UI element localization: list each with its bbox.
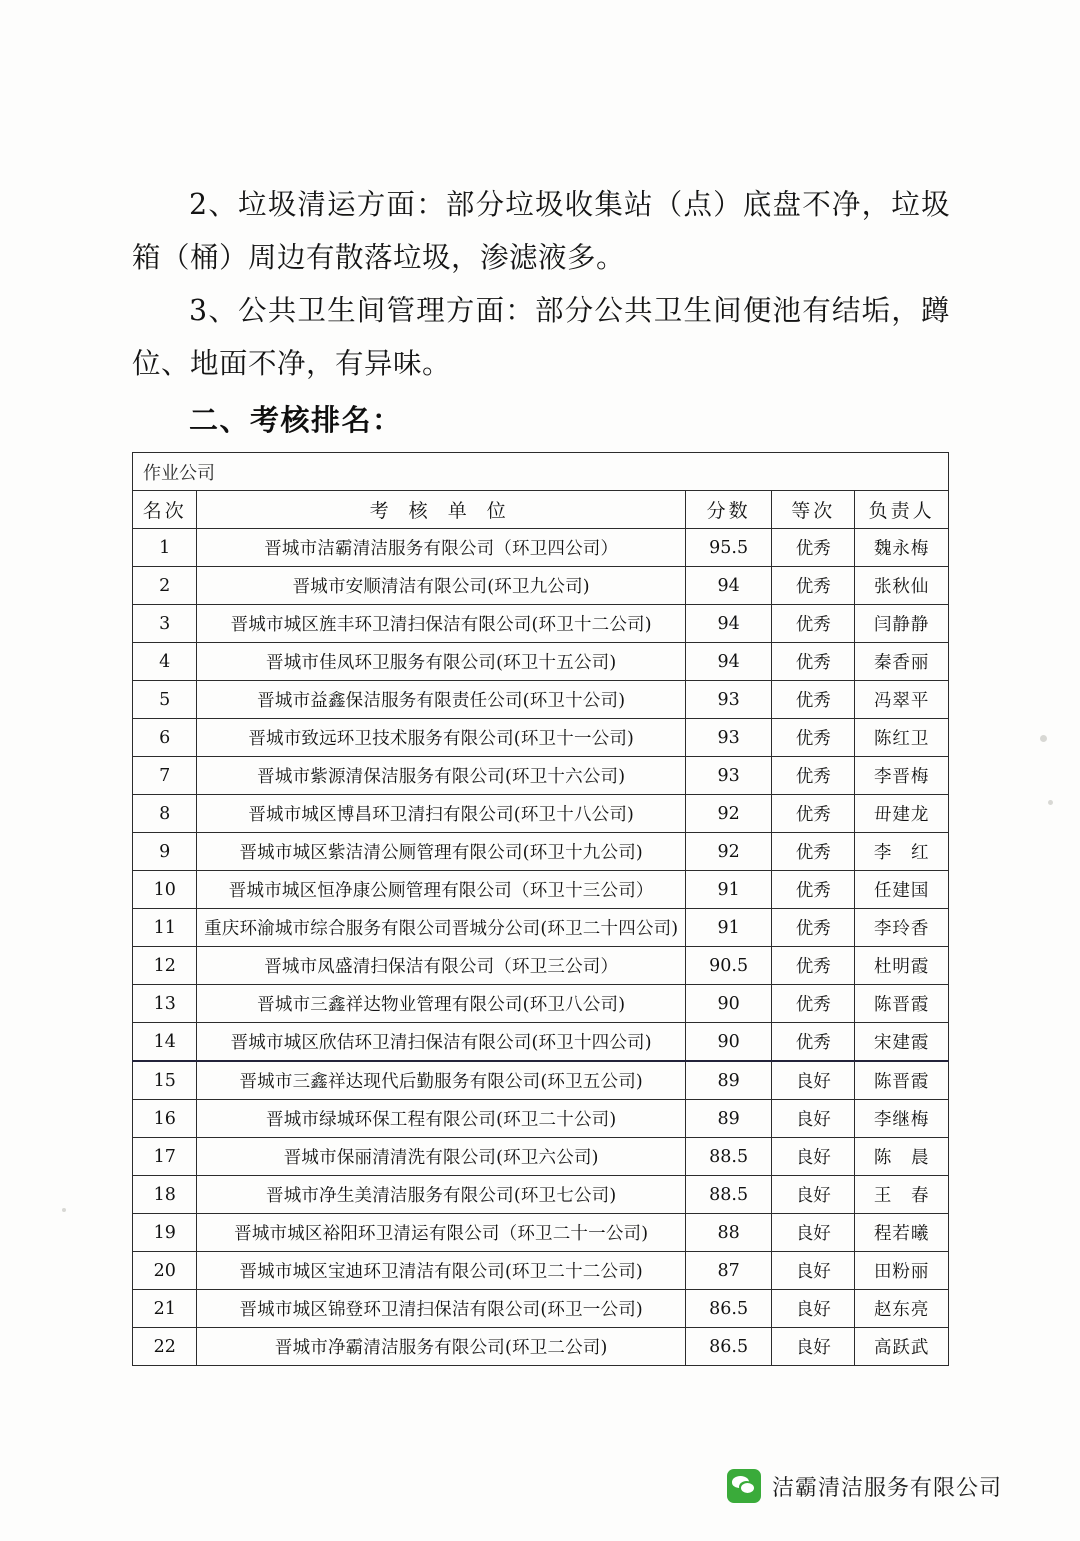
header-rank: 名次 <box>133 491 197 529</box>
cell-rank: 14 <box>133 1023 197 1062</box>
table-row <box>133 1252 949 1290</box>
cell-score: 86.5 <box>685 1290 771 1328</box>
cell-rank: 5 <box>133 681 197 719</box>
cell-rank: 17 <box>133 1138 197 1176</box>
cell-person: 高跃武 <box>855 1328 949 1366</box>
cell-person: 陈晋霞 <box>855 1061 949 1100</box>
cell-grade: 良好 <box>772 1328 855 1366</box>
table-row <box>133 795 949 833</box>
cell-score: 89 <box>685 1100 771 1138</box>
cell-person: 冯翠平 <box>855 681 949 719</box>
cell-rank: 8 <box>133 795 197 833</box>
cell-grade: 优秀 <box>772 1023 855 1062</box>
cell-grade: 优秀 <box>772 985 855 1023</box>
wechat-icon <box>727 1469 761 1503</box>
cell-person: 秦香丽 <box>855 643 949 681</box>
cell-unit: 晋城市佳凤环卫服务有限公司(环卫十五公司) <box>197 643 686 681</box>
table-row <box>133 1061 949 1100</box>
table-row <box>133 833 949 871</box>
cell-score: 94 <box>685 567 771 605</box>
cell-unit: 晋城市城区紫洁清公厕管理有限公司(环卫十九公司) <box>197 833 686 871</box>
header-score: 分数 <box>685 491 771 529</box>
cell-score: 91 <box>685 909 771 947</box>
table-row <box>133 871 949 909</box>
wechat-attribution <box>727 1469 1002 1503</box>
cell-unit: 晋城市紫源清保洁服务有限公司(环卫十六公司) <box>197 757 686 795</box>
cell-score: 90 <box>685 985 771 1023</box>
cell-rank: 7 <box>133 757 197 795</box>
cell-score: 88.5 <box>685 1176 771 1214</box>
cell-person: 赵东亮 <box>855 1290 949 1328</box>
cell-person: 闫静静 <box>855 605 949 643</box>
cell-person: 李 红 <box>855 833 949 871</box>
cell-person: 王 春 <box>855 1176 949 1214</box>
cell-person: 魏永梅 <box>855 529 949 567</box>
cell-rank: 6 <box>133 719 197 757</box>
cell-unit: 晋城市保丽清清洗有限公司(环卫六公司) <box>197 1138 686 1176</box>
cell-rank: 4 <box>133 643 197 681</box>
table-header-row <box>133 491 949 529</box>
table-row <box>133 1328 949 1366</box>
header-person: 负责人 <box>855 491 949 529</box>
cell-rank: 12 <box>133 947 197 985</box>
cell-grade: 良好 <box>772 1100 855 1138</box>
cell-person: 张秋仙 <box>855 567 949 605</box>
cell-score: 89 <box>685 1061 771 1100</box>
cell-score: 90 <box>685 1023 771 1062</box>
cell-grade: 优秀 <box>772 909 855 947</box>
cell-score: 93 <box>685 681 771 719</box>
cell-unit: 晋城市洁霸清洁服务有限公司（环卫四公司） <box>197 529 686 567</box>
table-row <box>133 1176 949 1214</box>
cell-grade: 优秀 <box>772 643 855 681</box>
table-row <box>133 605 949 643</box>
cell-score: 95.5 <box>685 529 771 567</box>
cell-unit: 晋城市城区宝迪环卫清洁有限公司(环卫二十二公司) <box>197 1252 686 1290</box>
cell-person: 李继梅 <box>855 1100 949 1138</box>
header-unit: 考 核 单 位 <box>197 491 686 529</box>
cell-grade: 良好 <box>772 1290 855 1328</box>
cell-rank: 11 <box>133 909 197 947</box>
cell-grade: 良好 <box>772 1138 855 1176</box>
cell-grade: 良好 <box>772 1214 855 1252</box>
cell-person: 陈 晨 <box>855 1138 949 1176</box>
cell-grade: 优秀 <box>772 947 855 985</box>
table-row <box>133 947 949 985</box>
section-heading-ranking: 二、考核排名： <box>189 403 403 437</box>
cell-unit: 晋城市城区锦登环卫清扫保洁有限公司(环卫一公司) <box>197 1290 686 1328</box>
cell-person: 毌建龙 <box>855 795 949 833</box>
ranking-table <box>132 452 949 1366</box>
cell-score: 88 <box>685 1214 771 1252</box>
cell-score: 87 <box>685 1252 771 1290</box>
cell-unit: 晋城市三鑫祥达物业管理有限公司(环卫八公司) <box>197 985 686 1023</box>
table-caption-row <box>133 453 949 491</box>
cell-rank: 21 <box>133 1290 197 1328</box>
table-row <box>133 985 949 1023</box>
cell-score: 91 <box>685 871 771 909</box>
cell-person: 杜明霞 <box>855 947 949 985</box>
cell-unit: 晋城市致远环卫技术服务有限公司(环卫十一公司) <box>197 719 686 757</box>
cell-rank: 15 <box>133 1061 197 1100</box>
cell-unit: 晋城市城区旌丰环卫清扫保洁有限公司(环卫十二公司) <box>197 605 686 643</box>
cell-score: 94 <box>685 643 771 681</box>
scan-speck <box>62 1208 66 1212</box>
cell-score: 88.5 <box>685 1138 771 1176</box>
cell-grade: 良好 <box>772 1176 855 1214</box>
cell-grade: 优秀 <box>772 795 855 833</box>
cell-grade: 优秀 <box>772 605 855 643</box>
cell-score: 86.5 <box>685 1328 771 1366</box>
table-row <box>133 681 949 719</box>
table-row <box>133 1214 949 1252</box>
table-row <box>133 1100 949 1138</box>
cell-person: 田粉丽 <box>855 1252 949 1290</box>
cell-grade: 优秀 <box>772 529 855 567</box>
page-footer <box>0 1443 1080 1513</box>
cell-score: 92 <box>685 833 771 871</box>
cell-unit: 晋城市绿城环保工程有限公司(环卫二十公司) <box>197 1100 686 1138</box>
table-row <box>133 567 949 605</box>
cell-unit: 晋城市净霸清洁服务有限公司(环卫二公司) <box>197 1328 686 1366</box>
cell-unit: 晋城市城区恒净康公厕管理有限公司（环卫十三公司） <box>197 871 686 909</box>
cell-person: 李玲香 <box>855 909 949 947</box>
cell-rank: 1 <box>133 529 197 567</box>
cell-score: 93 <box>685 757 771 795</box>
cell-rank: 2 <box>133 567 197 605</box>
cell-grade: 优秀 <box>772 871 855 909</box>
cell-rank: 10 <box>133 871 197 909</box>
cell-grade: 优秀 <box>772 757 855 795</box>
cell-score: 93 <box>685 719 771 757</box>
table-row <box>133 1138 949 1176</box>
cell-grade: 优秀 <box>772 719 855 757</box>
cell-score: 94 <box>685 605 771 643</box>
scan-speck <box>1040 735 1047 742</box>
cell-rank: 22 <box>133 1328 197 1366</box>
cell-grade: 优秀 <box>772 833 855 871</box>
cell-grade: 优秀 <box>772 681 855 719</box>
cell-grade: 优秀 <box>772 567 855 605</box>
cell-grade: 良好 <box>772 1061 855 1100</box>
document-body <box>132 178 950 447</box>
cell-rank: 18 <box>133 1176 197 1214</box>
cell-unit: 晋城市城区裕阳环卫清运有限公司（环卫二十一公司) <box>197 1214 686 1252</box>
table-row <box>133 529 949 567</box>
cell-person: 宋建霞 <box>855 1023 949 1062</box>
table-row <box>133 719 949 757</box>
paragraph-2: 2、垃圾清运方面：部分垃圾收集站（点）底盘不净，垃圾箱（桶）周边有散落垃圾，渗滤液多。 <box>132 188 950 274</box>
cell-rank: 13 <box>133 985 197 1023</box>
cell-rank: 19 <box>133 1214 197 1252</box>
table-caption: 作业公司 <box>133 453 949 491</box>
cell-unit: 晋城市净生美清洁服务有限公司(环卫七公司) <box>197 1176 686 1214</box>
cell-unit: 晋城市益鑫保洁服务有限责任公司(环卫十公司) <box>197 681 686 719</box>
table-row <box>133 643 949 681</box>
cell-rank: 16 <box>133 1100 197 1138</box>
cell-person: 程若曦 <box>855 1214 949 1252</box>
table-row <box>133 1023 949 1062</box>
cell-unit: 晋城市城区欣佶环卫清扫保洁有限公司(环卫十四公司) <box>197 1023 686 1062</box>
scan-speck <box>1048 800 1053 805</box>
wechat-account-name: 洁霸清洁服务有限公司 <box>771 1475 1002 1501</box>
cell-unit: 晋城市凤盛清扫保洁有限公司（环卫三公司） <box>197 947 686 985</box>
cell-person: 李晋梅 <box>855 757 949 795</box>
cell-unit: 重庆环渝城市综合服务有限公司晋城分公司(环卫二十四公司) <box>197 909 686 947</box>
cell-unit: 晋城市三鑫祥达现代后勤服务有限公司(环卫五公司) <box>197 1061 686 1100</box>
paragraph-3: 3、公共卫生间管理方面：部分公共卫生间便池有结垢，蹲位、地面不净，有异味。 <box>132 294 950 380</box>
table-row <box>133 757 949 795</box>
cell-unit: 晋城市城区博昌环卫清扫有限公司(环卫十八公司) <box>197 795 686 833</box>
cell-grade: 良好 <box>772 1252 855 1290</box>
cell-rank: 20 <box>133 1252 197 1290</box>
table-row <box>133 1290 949 1328</box>
cell-score: 92 <box>685 795 771 833</box>
header-grade: 等次 <box>772 491 855 529</box>
cell-person: 陈晋霞 <box>855 985 949 1023</box>
cell-person: 任建国 <box>855 871 949 909</box>
cell-score: 90.5 <box>685 947 771 985</box>
cell-unit: 晋城市安顺清洁有限公司(环卫九公司) <box>197 567 686 605</box>
table-row <box>133 909 949 947</box>
cell-rank: 9 <box>133 833 197 871</box>
cell-rank: 3 <box>133 605 197 643</box>
cell-person: 陈红卫 <box>855 719 949 757</box>
